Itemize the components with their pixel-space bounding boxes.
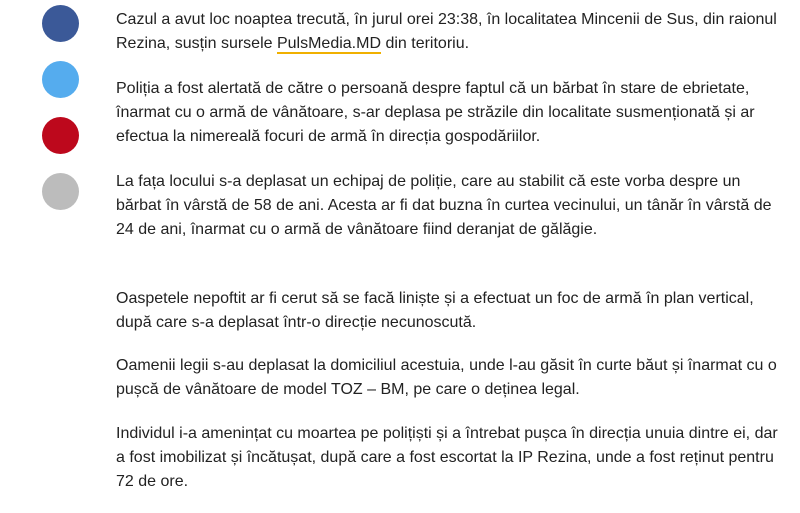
source-link[interactable]: PulsMedia.MD xyxy=(276,35,381,52)
paragraph-2: Poliția a fost alertată de către o persoană despre faptul că un bărbat în stare de ebrietate, înarmat cu o armă de vânătoare, s-ar deplasa pe străzile din localitate susmenționată și ar efectua la nimereală focuri de armă în direcția gospodăriilor. xyxy=(116,80,755,145)
paragraph-4: Oaspetele nepoftit ar fi cerut să se facă liniște și a efectuat un foc de armă în plan vertical, după care s-a deplasat într-o direcție necunoscută. xyxy=(116,290,754,331)
paragraph-3: La fața locului s-a deplasat un echipaj de poliție, care au stabilit că este vorba despre un bărbat în vârstă de 58 de ani. Acesta ar fi dat buzna în curtea vecinului, un tânăr în vârstă de 24 de ani, înarmat cu o armă de vânătoare fiind deranjat de gălăgie. xyxy=(116,173,772,238)
paragraph-1-text-start: Cazul a avut loc noaptea trecută, în jurul orei 23:38, în localitatea Mincenii de Sus, din raionul Rezina, susțin sursele xyxy=(116,11,777,52)
paragraph-1 xyxy=(116,8,788,56)
paragraph-6: Individul i-a amenințat cu moartea pe polițiști și a întrebat pușca în direcția unuia dintre ei, dar a fost imobilizat și încătușat, după care a fost escortat la IP Rezina, unde a fost reținut pentru 72 de ore. xyxy=(116,425,778,490)
more-share-button[interactable] xyxy=(42,173,79,210)
twitter-share-button[interactable] xyxy=(42,61,79,98)
pinterest-share-button[interactable] xyxy=(42,117,79,154)
paragraph-1-text-end: din teritoriu. xyxy=(381,35,470,52)
social-share-bar xyxy=(42,5,79,229)
paragraph-5: Oamenii legii s-au deplasat la domiciliul acestuia, unde l-au găsit în curte băut și înarmat cu o pușcă de vânătoare de model TOZ – BM, pe care o deținea legal. xyxy=(116,357,777,398)
facebook-share-button[interactable] xyxy=(42,5,79,42)
